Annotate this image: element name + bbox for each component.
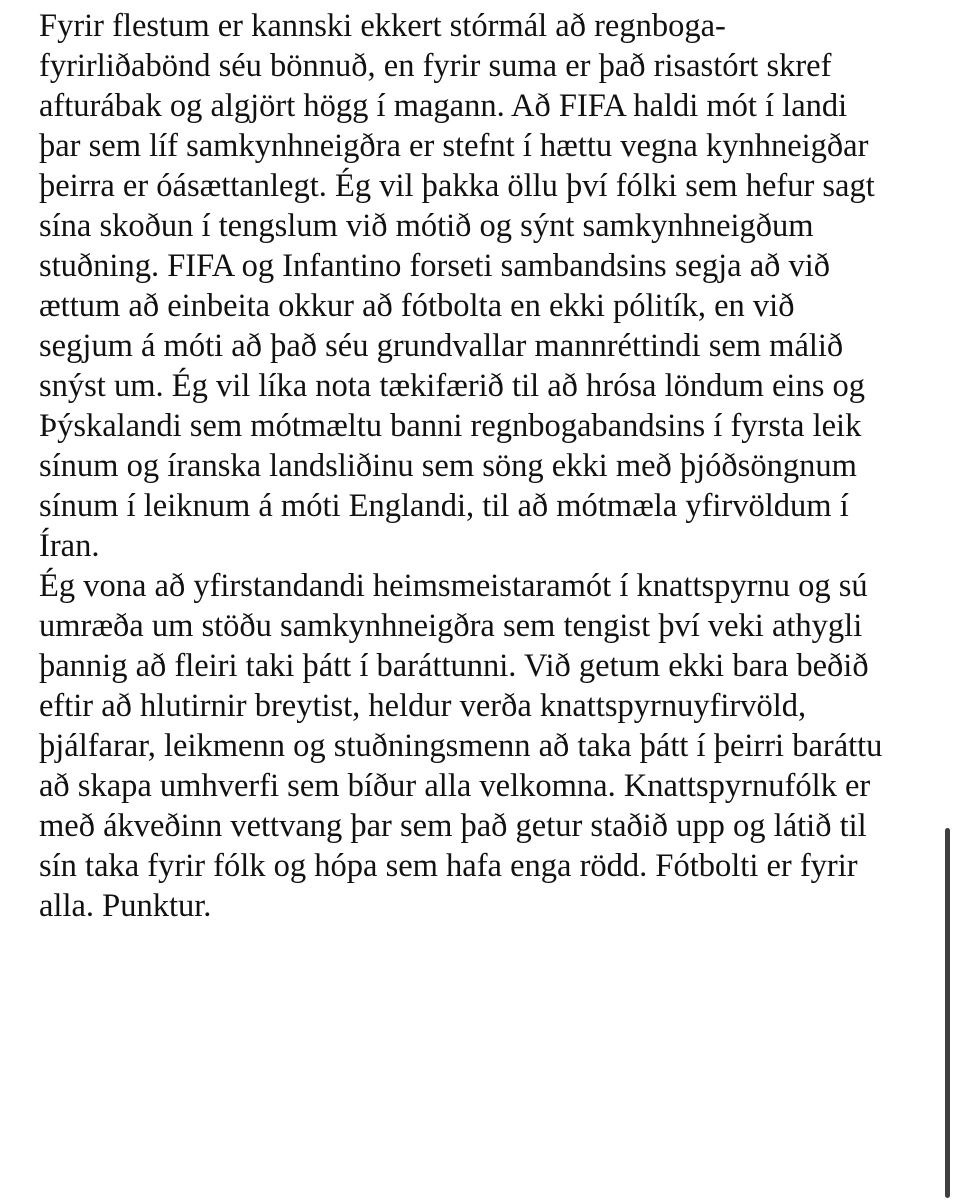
text-line: stuðning. FIFA og Infantino forseti sambandsins segja að við	[39, 248, 831, 284]
text-line: Íran.	[39, 528, 100, 564]
text-line: sína skoðun í tengslum við mótið og sýnt samkynhneigðum	[39, 208, 814, 244]
text-line: fyrirliðabönd séu bönnuð, en fyrir suma er það risastórt skref	[39, 48, 832, 84]
text-line: að skapa umhverfi sem bíður alla velkomna. Knattspyrnufólk er	[39, 768, 871, 804]
text-line: þjálfarar, leikmenn og stuðningsmenn að taka þátt í þeirri baráttu	[39, 728, 883, 764]
text-line: umræða um stöðu samkynhneigðra sem tengist því veki athygli	[39, 608, 863, 644]
text-line: með ákveðinn vettvang þar sem það getur staðið upp og látið til	[39, 808, 867, 844]
text-line: sín taka fyrir fólk og hópa sem hafa enga rödd. Fótbolti er fyrir	[39, 848, 858, 884]
paragraph-1	[39, 6, 939, 566]
text-line: sínum og íranska landsliðinu sem söng ekki með þjóðsöngnum	[39, 448, 857, 484]
text-line: Þýskalandi sem mótmæltu banni regnbogabandsins í fyrsta leik	[39, 408, 862, 444]
document-body	[39, 6, 939, 926]
text-line: ættum að einbeita okkur að fótbolta en ekki pólitík, en við	[39, 288, 795, 324]
text-line: segjum á móti að það séu grundvallar mannréttindi sem málið	[39, 328, 844, 364]
text-line: alla. Punktur.	[39, 888, 212, 924]
paragraph-2	[39, 566, 939, 926]
vertical-scrollbar-thumb[interactable]	[945, 828, 950, 1198]
text-line: snýst um. Ég vil líka nota tækifærið til að hrósa löndum eins og	[39, 368, 865, 404]
text-line: Ég vona að yfirstandandi heimsmeistaramót í knattspyrnu og sú	[39, 568, 868, 604]
text-line: þar sem líf samkynhneigðra er stefnt í hættu vegna kynhneigðar	[39, 128, 869, 164]
text-line: Fyrir flestum er kannski ekkert stórmál að regnboga-	[39, 8, 726, 44]
text-line: eftir að hlutirnir breytist, heldur verða knattspyrnuyfirvöld,	[39, 688, 807, 724]
text-line: þannig að fleiri taki þátt í baráttunni. Við getum ekki bara beðið	[39, 648, 869, 684]
text-line: sínum í leiknum á móti Englandi, til að mótmæla yfirvöldum í	[39, 488, 849, 524]
text-line: afturábak og algjört högg í magann. Að FIFA haldi mót í landi	[39, 88, 848, 124]
text-line: þeirra er óásættanlegt. Ég vil þakka öllu því fólki sem hefur sagt	[39, 168, 875, 204]
